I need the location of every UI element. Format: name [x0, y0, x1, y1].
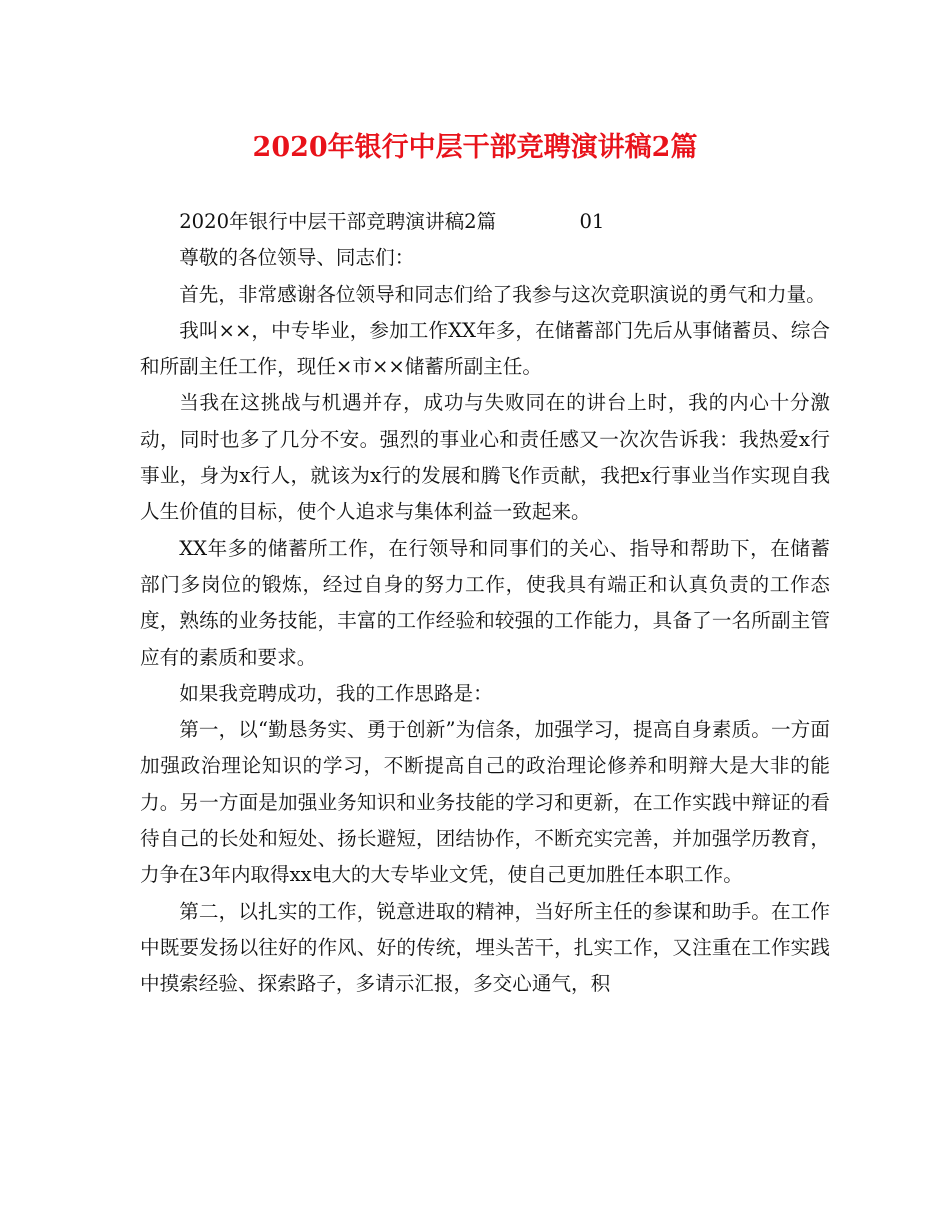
paragraph: 当我在这挑战与机遇并存，成功与失败同在的讲台上时，我的内心十分激动，同时也多了几分不安。强烈的事业心和责任感又一次次告诉我：我热爱x行事业，身为x行人，就该为x行的发展和腾飞作贡献，我把x行事业当作实现自我人生价值的目标，使个人追求与集体利益一致起来。: [140, 391, 830, 524]
paragraph: 如果我竞聘成功，我的工作思路是：: [179, 681, 493, 705]
paragraph: 首先，非常感谢各位领导和同志们给了我参与这次竞职演说的勇气和力量。: [179, 282, 826, 306]
subtitle-text: 2020年银行中层干部竞聘演讲稿2篇: [179, 210, 497, 233]
subtitle-line: [140, 204, 830, 240]
document-title: 2020年银行中层干部竞聘演讲稿2篇: [252, 132, 698, 163]
paragraph: XX年多的储蓄所工作，在行领导和同事们的关心、指导和帮助下，在储蓄部门多岗位的锻炼，经过自身的努力工作，使我具有端正和认真负责的工作态度，熟练的业务技能，丰富的工作经验和较强的工作能力，具备了一名所副主管应有的素质和要求。: [140, 536, 830, 669]
paragraph-greeting: 尊敬的各位领导、同志们：: [179, 246, 415, 270]
subtitle-number: 01: [579, 210, 605, 233]
paragraph: 第二，以扎实的工作，锐意进取的精神，当好所主任的参谋和助手。在工作中既要发扬以往好的作风、好的传统，埋头苦干，扎实工作，又注重在工作实践中摸索经验、探索路子，多请示汇报，多交心通气，积: [140, 899, 830, 996]
paragraph: 第一，以“勤恳务实、勇于创新”为信条，加强学习，提高自身素质。一方面加强政治理论知识的学习，不断提高自己的政治理论修养和明辩大是大非的能力。另一方面是加强业务知识和业务技能的学习和更新，在工作实践中辩证的看待自己的长处和短处、扬长避短，团结协作，不断充实完善，并加强学历教育，力争在3年内取得xx电大的大专毕业文凭，使自己更加胜任本职工作。: [140, 718, 830, 887]
paragraph: 我叫××，中专毕业，参加工作XX年多，在储蓄部门先后从事储蓄员、综合和所副主任工作，现任×市××储蓄所副主任。: [140, 318, 830, 379]
document-body: [140, 204, 830, 1003]
